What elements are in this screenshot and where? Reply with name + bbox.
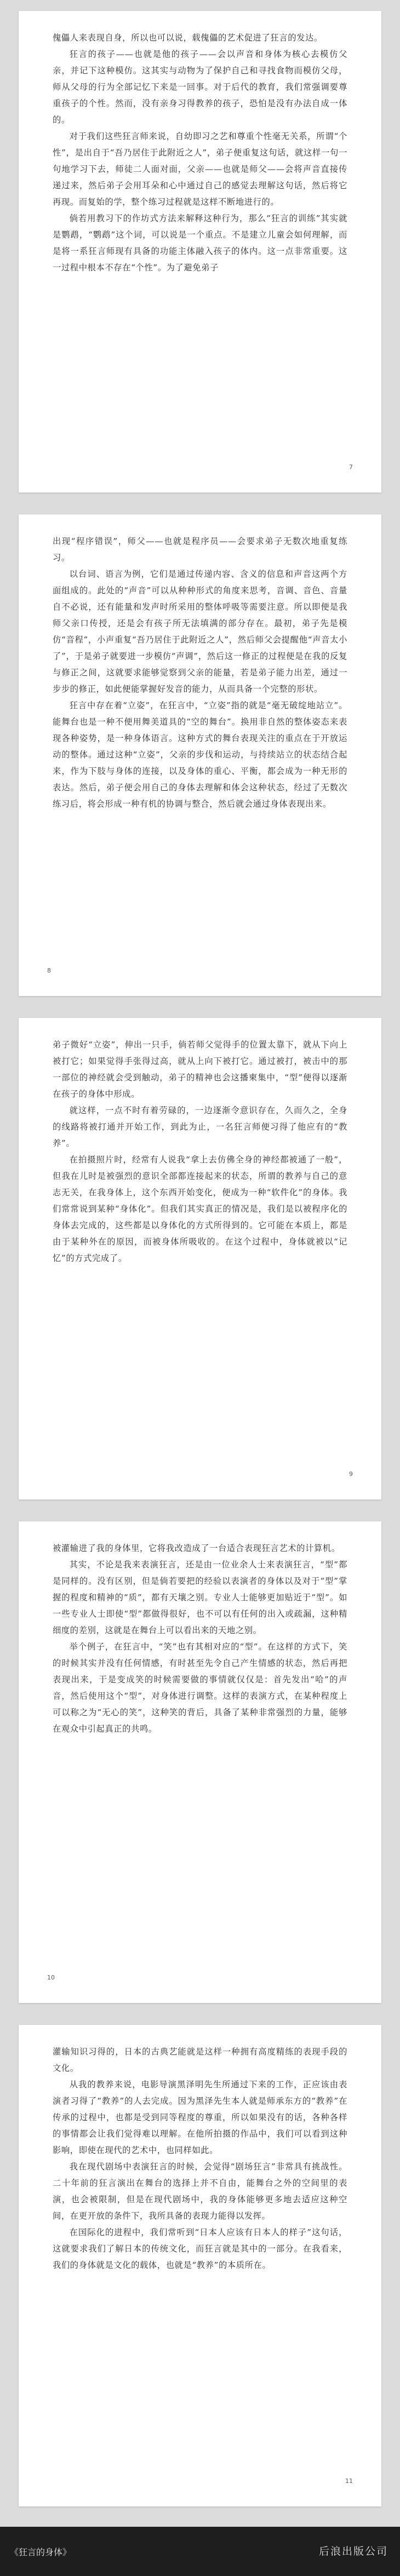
body-paragraph: 其实，不论是我来表演狂言，还是由一位业余人士来表演狂言，“型”都是同样的。没有区别，但是倘若要把的经验以表演者的身体以及对于“型”掌握的程度和精神的“质”，都有天壤之别。专业人士能够更加贴近于“型”。如一些专业人士即使“型”都做得很好，也不可以有任何的出入或疏漏，这种精细度的差别，这就是在舞台上可以看出来的天地之别。 <box>53 1560 347 1635</box>
body-paragraph: 举个例子，在狂言中，“笑”也有其相对应的“型”。在这样的方式下，笑的时候其实并没有任何情感，有时甚至先令自己产生情感的状态，然后再把表现出来，于是变成笑的时候需要做的事情就仅仅是：首先发出“哈”的声音，然后使用这个“型”，对身体进行调整。这样的表演方式，在某种程度上可以称之为“无心的笑”，这种笑的背后，具备了某种非常强烈的力量，能够在观众中引起真正的共鸣。 <box>53 1642 347 1734</box>
body-paragraph: 被灌输进了我的身体里，它将我改造成了一台适合表现狂言艺术的计算机。 <box>53 1543 340 1553</box>
page-2 <box>19 514 381 996</box>
page-body <box>53 1037 347 1266</box>
page-body <box>53 2044 347 2273</box>
page-number: 7 <box>349 464 353 471</box>
body-paragraph: 狂言的孩子——也就是他的孩子——会以声音和身体为核心去模仿父亲，并记下这种模仿。这其实与动物为了保护自己和寻找食物而模仿父母，师从父母的行为全部记忆下来是一回事。对于后代的教育，我们常强调要尊重孩子的个性。然而，没有亲身习得教养的孩子，恐怕是没有办法自成一体的。 <box>53 49 347 125</box>
book-title: 《狂言的身体》 <box>10 2547 72 2557</box>
body-paragraph: 弟子微好“立姿”，伸出一只手，倘若师父觉得手的位置太靠下，就从下向上被打它；如果觉得手张得过高，就从上向下被打它。通过被打，被击中的那一部位的神经就会受到触动，弟子的精神也会这播柬集中，“型”便得以逐渐在孩子的身体中形成。 <box>53 1040 347 1099</box>
body-paragraph: 以台词、语言为例，它们是通过传递内容、含义的信息和声音这两个方面组成的。此处的“声音”可以从种种形式的角度来思考，音调、音色、音量自不必说，还有能量和发声时所采用的整体呼吸等需要注意。所以即便是我师父亲口传授，还是会有孩子所无法填满的部分存在。最初，弟子先是模仿“音程”，小声重复“吾乃居住于此附近之人”，然后师父会提醒他“声音太小了”，于是弟子就要进一步模仿“声调”，然后这一修正的过程便是在我的反复与修正之间，这就要求能够觉察到父亲的能量，若是弟子能力出差，通过一步步的修正，如此便能掌握好发音的能力，从而具备一个完整的形状。 <box>53 569 347 694</box>
body-paragraph: 灌输知识习得的，日本的古典艺能就是这样一种拥有高度精练的表现手段的文化。 <box>53 2047 347 2073</box>
page-5 <box>19 2025 381 2506</box>
page-number: 9 <box>349 1471 353 1478</box>
page-4 <box>19 1521 381 2003</box>
page-number: 11 <box>345 2477 353 2485</box>
page-3 <box>19 1018 381 1500</box>
body-paragraph: 对于我们这些狂言师来说，自幼即习之艺和尊重个性毫无关系，所谓“个性”，是出自于“吾乃居住于此附近之人”，弟子便重复这句话，就这样一句一句地学习下去，师徒二人面对面，父亲——也就是师父——会将声音直接传递过来，然后弟子会用耳朵和心中通过自己的感觉去理解这句话，然后将它再现。而复始的学，整个练习过程就是这样不断地进行的。 <box>53 131 347 207</box>
body-paragraph: 就这样，一点不时有着劳碌的，一边逐渐令意识存在，久而久之，全身的线路将被打通并开始工作，到此为止，一名狂言师便习得了他应有的“教养”。 <box>53 1105 347 1148</box>
body-paragraph: 在国际化的进程中，我们常听到“日本人应该有日本人的样子”这句话，这就要求我们了解日本的传统文化，而狂言就是其中的一部分。在我看来，我们的身体就是文化的载体，也就是“教养”的本质所在。 <box>53 2227 347 2270</box>
body-paragraph: 狂言中存在着“立姿”，在狂言中，“立姿”指的就是“毫无破绽地站立”。能舞台也是一种不便用舞美道具的“空的舞台”。换用非自然的整体姿态来表现各种姿势，是一种身体语言。这种方式的舞台表现关注的重点在于开放运动的整体。通过这种“立姿”，父亲的步伐和运动，与持续站立的状态结合起来，作为下肢与身体的连接，以及身体的重心、平衡，都会成为一种无形的表达。然后，弟子便会用自己的身体去理解和体会这种状态，经过了无数次练习后，将会形成一种有机的协调与整合，然后就会通过身体表现出来。 <box>53 701 347 809</box>
page-body <box>53 533 347 812</box>
page-1 <box>19 11 381 493</box>
publisher-logo: 后浪出版公司 <box>318 2545 388 2557</box>
footer-bar <box>0 2527 400 2576</box>
page-body <box>53 1540 347 1737</box>
body-paragraph: 倘若用教习下的作坊式方法来解释这种行为，那么“狂言的训练”其实就是鹦鹉，“鹦鹉”这个词，可以说是一个重点。不是建立儿童会如何理解，而是将一系狂言师现有具备的功能主体融入孩子的体内。这一点非常重要。这一过程中根本不存在“个性”。为了避免弟子 <box>53 213 347 273</box>
body-paragraph: 出现“程序错误”，师父——也就是程序员——会要求弟子无数次地重复练习。 <box>53 536 347 563</box>
body-paragraph: 傀儡人来表现自身，所以也可以说，载傀儡的艺术促进了狂言的发达。 <box>53 33 323 43</box>
body-paragraph: 我在现代剧场中表演狂言的时候，会觉得“剧场狂言”非常具有挑战性。二十年前的狂言演出在舞台的选择上并不自由，能舞台之外的空间里的表演，也会被限制，但是在现代剧场中，我的身体能够更多地去适应这种空间，在更开放的条件下，我所具备的表现力能得以发挥。 <box>53 2162 347 2221</box>
page-number: 8 <box>47 967 51 974</box>
body-paragraph: 在拍摄照片时，经常有人说我“拿上去仿佛全身的神经都被通了一般”，但我在儿时是被强烈的意识全部都连接起来的状态，所谓的教养与自己的意志无关，在我身体上，这个东西开始变化，便成为一种“软件化”的身体。我们常常说到某种“身体化”。但我们其实真正的情况是，我们是以被程序化的身体去完成的，这些都是以身体化的方式所得到的。它可能在本质上，都是由于某种外在的原因，而被身体所吸收的。在这个过程中，身体就被以“记忆”的方式完成了。 <box>53 1155 347 1263</box>
body-paragraph: 从我的教养来说，电影导演黑泽明先生所通过下来的工作，正应该由表演者习得了“教养”的人去完成。因为黑泽先生本人就是师承东方的“教养”在传承的过程中，也都是受到同等程度的尊重，所以如果没有的话，各种各样的事情都会让我们觉得难以理解。在他所拍摄的作品中，我们可以看到这种影响，即使在现代的艺术中，也同样如此。 <box>53 2080 347 2155</box>
page-body <box>53 30 347 276</box>
page-number: 10 <box>47 1974 55 1981</box>
